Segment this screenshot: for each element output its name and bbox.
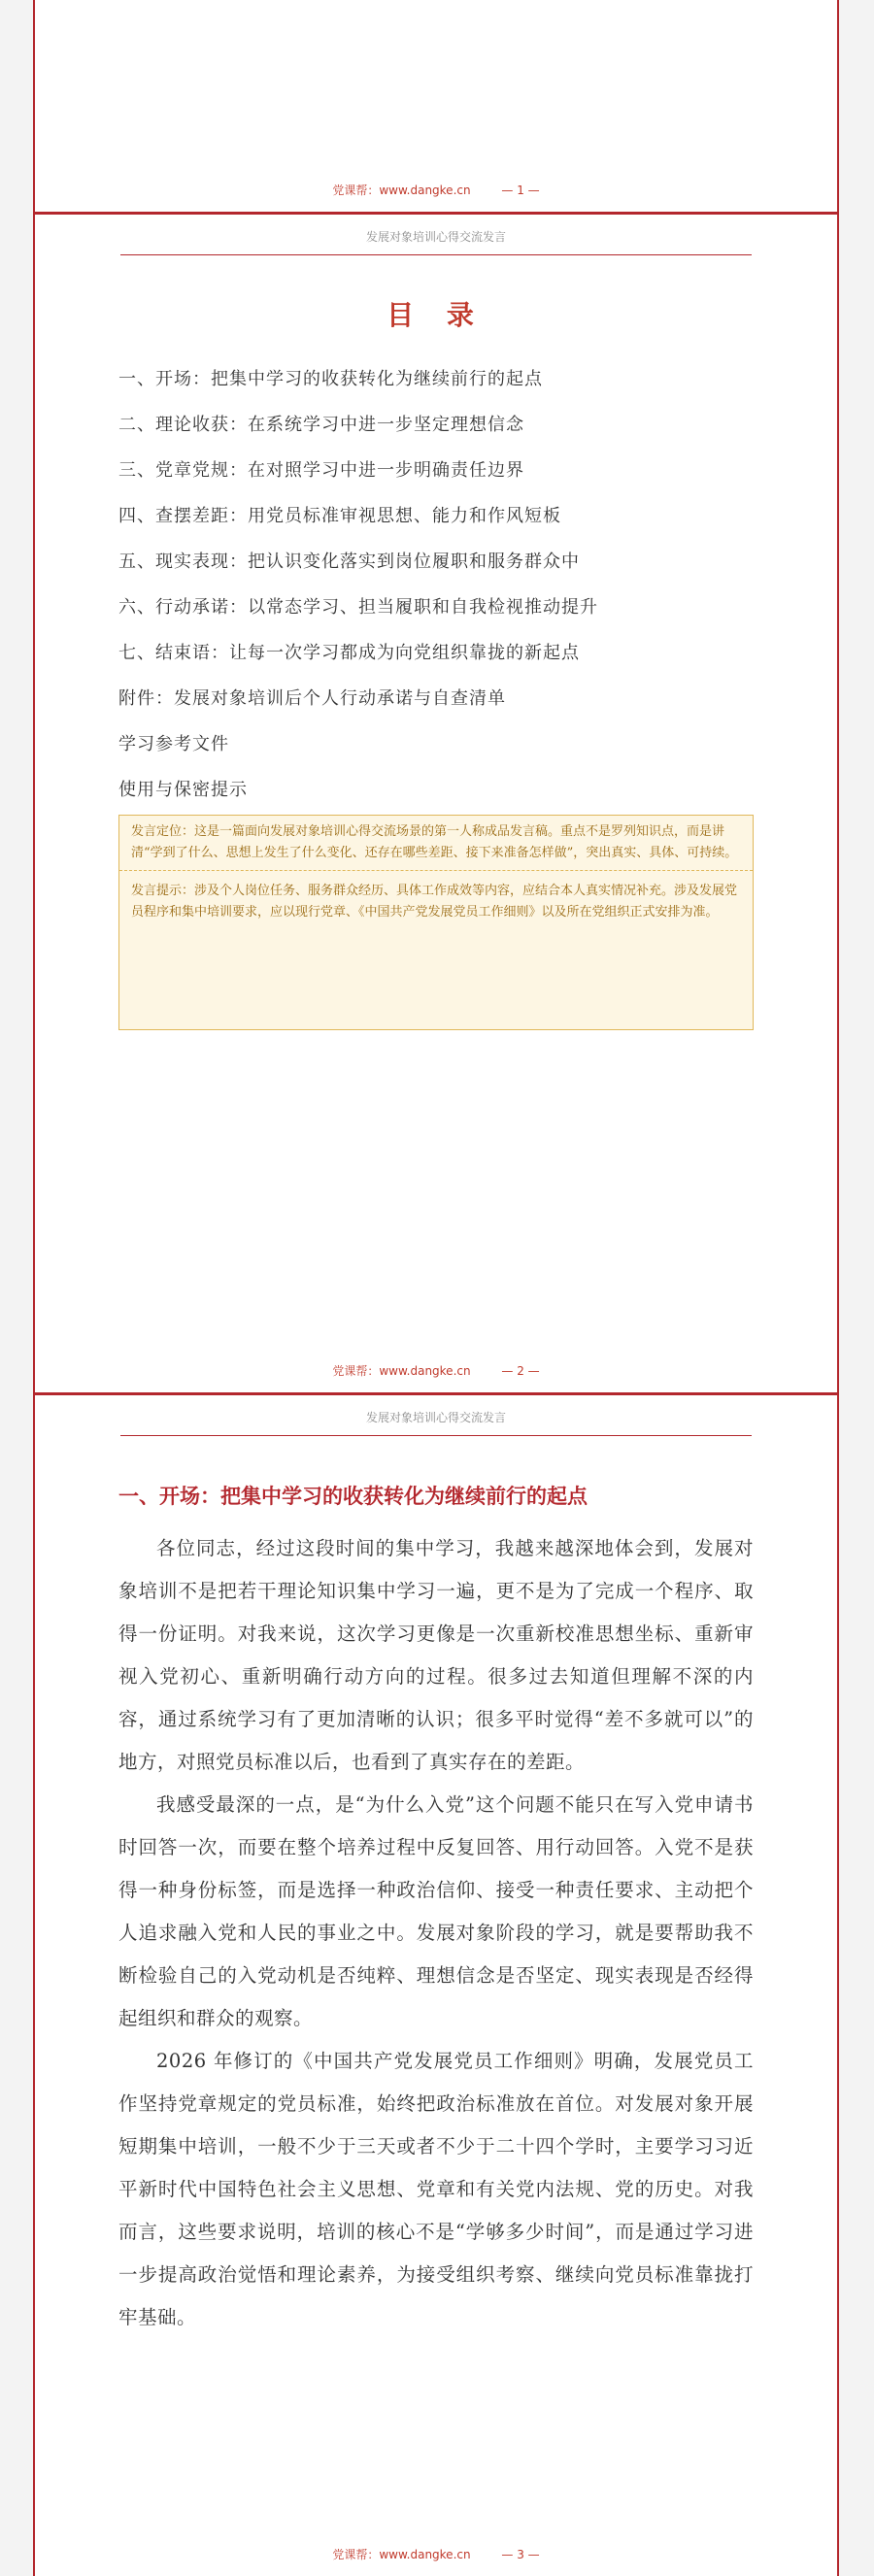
toc-item[interactable]: 四、查摆差距：用党员标准审视思想、能力和作风短板 [118,506,561,526]
page-3 [33,1395,839,2576]
toc-item[interactable]: 使用与保密提示 [118,780,248,800]
page-2 [33,215,839,1392]
section-body [118,1527,754,2339]
toc-item[interactable]: 七、结束语：让每一次学习都成为向党组织靠拢的新起点 [118,643,580,663]
body-paragraph: 我感受最深的一点，是“为什么入党”这个问题不能只在写入党申请书时回答一次，而要在整个培养过程中反复回答、用行动回答。入党不是获得一种身份标签，而是选择一种政治信仰、接受一种责任要求、主动把个人追求融入党和人民的事业之中。发展对象阶段的学习，就是要帮助我不断检验自己的入党动机是否纯粹、理想信念是否坚定、现实表现是否经得起组织和群众的观察。 [118,1793,754,2029]
toc-item[interactable]: 附件：发展对象培训后个人行动承诺与自查清单 [118,688,506,709]
toc-item[interactable]: 学习参考文件 [118,734,229,754]
running-header: 发展对象培训心得交流发言 [120,228,752,255]
notice-positioning: 发言定位：这是一篇面向发展对象培训心得交流场景的第一人称成品发言稿。重点不是罗列知识点，而是讲清“学到了什么、思想上发生了什么变化、还存在哪些差距、接下来准备怎样做”，突出真实、具体、可持续。 [131,824,738,860]
footer-site: 党课帮：www.dangke.cn [332,1364,471,1378]
toc-item[interactable]: 二、理论收获：在系统学习中进一步坚定理想信念 [118,415,524,435]
notice-box [118,815,754,1030]
notice-tips: 发言提示：涉及个人岗位任务、服务群众经历、具体工作成效等内容，应结合本人真实情况补充。涉及发展党员程序和集中培训要求，应以现行党章、《中国共产党发展党员工作细则》以及所在党组织正式安排为准。 [119,870,753,929]
toc-item[interactable]: 一、开场：把集中学习的收获转化为继续前行的起点 [118,369,543,389]
page-number: — 2 — [501,1364,540,1378]
footer-site: 党课帮：www.dangke.cn [332,184,471,197]
toc-item[interactable]: 六、行动承诺：以常态学习、担当履职和自我检视推动提升 [118,597,598,618]
body-paragraph: 2026 年修订的《中国共产党发展党员工作细则》明确，发展党员工作坚持党章规定的党员标准，始终把政治标准放在首位。对发展对象开展短期集中培训，一般不少于三天或者不少于二十四个学时，主要学习习近平新时代中国特色社会主义思想、党章和有关党内法规、党的历史。对我而言，这些要求说明，培训的核心不是“学够多少时间”，而是通过学习进一步提高政治觉悟和理论素养，为接受组织考察、继续向党员标准靠拢打牢基础。 [118,2050,754,2328]
toc-item[interactable]: 三、党章党规：在对照学习中进一步明确责任边界 [118,460,524,481]
page-1 [33,0,839,212]
page-number: — 1 — [501,184,540,197]
page-footer [35,2546,837,2562]
body-paragraph: 各位同志，经过这段时间的集中学习，我越来越深地体会到，发展对象培训不是把若干理论知识集中学习一遍，更不是为了完成一个程序、取得一份证明。对我来说，这次学习更像是一次重新校准思想坐标、重新审视入党初心、重新明确行动方向的过程。很多过去知道但理解不深的内容，通过系统学习有了更加清晰的认识；很多平时觉得“差不多就可以”的地方，对照党员标准以后，也看到了真实存在的差距。 [118,1537,754,1773]
toc-item[interactable]: 五、现实表现：把认识变化落实到岗位履职和服务群众中 [118,552,580,572]
page-number: — 3 — [501,2548,540,2561]
running-header: 发展对象培训心得交流发言 [120,1409,752,1436]
footer-site: 党课帮：www.dangke.cn [332,2548,471,2561]
toc-list [118,356,754,813]
section-heading: 一、开场：把集中学习的收获转化为继续前行的起点 [118,1485,588,1508]
page-footer [35,1362,837,1379]
toc-title: 目 录 [387,299,486,331]
page-footer [35,182,837,198]
